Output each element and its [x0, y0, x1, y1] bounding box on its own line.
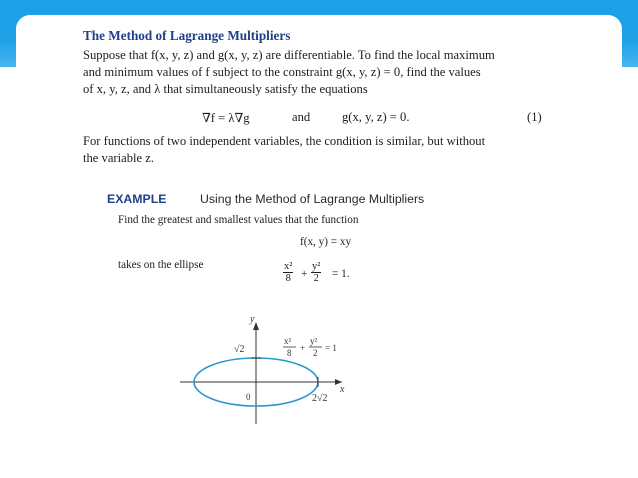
equation-and: and	[292, 110, 311, 124]
figure-eq-den2: 2	[313, 348, 318, 358]
figure-eq-num2: y²	[310, 336, 318, 346]
ellipse-fraction-x-denominator: 8	[285, 273, 291, 284]
constraint-equation: g(x, y, z) = 0.	[342, 110, 410, 124]
y-tick-label: √2	[234, 344, 245, 355]
paragraph-line-4: For functions of two independent variables, the condition is similar, but without	[83, 134, 486, 148]
ellipse-rhs: = 1.	[332, 268, 350, 280]
paragraph-line-2: and minimum values of f subject to the constraint g(x, y, z) = 0, find the values	[83, 65, 481, 79]
example-text-1: Find the greatest and smallest values that the function	[118, 214, 359, 226]
figure-eq-num1: x²	[284, 336, 292, 346]
example-label: EXAMPLE	[107, 192, 167, 206]
y-axis-label: y	[250, 314, 255, 325]
example-text-2: takes on the ellipse	[118, 259, 204, 271]
ellipse-fraction-y-numerator: y²	[312, 261, 321, 272]
figure-eq-plus: +	[300, 343, 306, 353]
example-function: f(x, y) = xy	[300, 236, 352, 248]
example-title: Using the Method of Lagrange Multipliers	[200, 192, 425, 206]
x-axis-label: x	[340, 384, 345, 395]
ellipse-fraction-y-denominator: 2	[313, 273, 319, 284]
section-title: The Method of Lagrange Multipliers	[83, 28, 291, 43]
x-tick-label: 2√2	[312, 393, 328, 404]
paragraph-line-5: the variable z.	[83, 151, 154, 165]
ellipse-fraction-x-numerator: x²	[284, 261, 293, 272]
figure-eq-den1: 8	[287, 348, 292, 358]
paragraph-line-3: of x, y, z, and λ that simultaneously satisfy the equations	[83, 82, 368, 96]
equation-number: (1)	[527, 110, 542, 124]
paragraph-line-1: Suppose that f(x, y, z) and g(x, y, z) are differentiable. To find the local maximum	[83, 48, 495, 62]
figure-eq-rhs: = 1	[325, 343, 337, 353]
origin-label: 0	[246, 392, 251, 402]
ellipse-plus: +	[301, 268, 308, 280]
gradient-equation: ∇f = λ∇g	[202, 111, 250, 125]
